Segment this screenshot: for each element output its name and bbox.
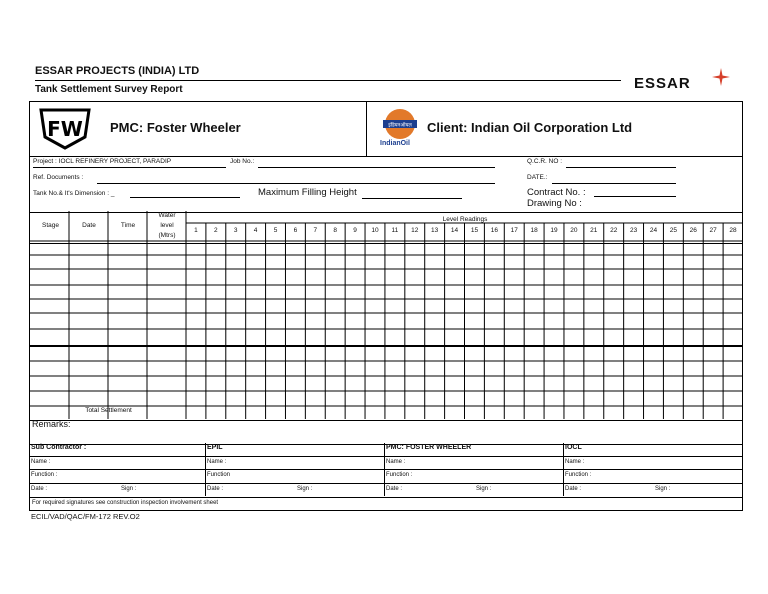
level-col-1: 1 bbox=[194, 227, 198, 234]
level-col-7: 7 bbox=[313, 227, 318, 234]
max-fill-label: Maximum Filling Height bbox=[258, 187, 357, 198]
sig-date-label: Date : bbox=[565, 486, 582, 492]
max-fill-field[interactable] bbox=[362, 198, 462, 199]
sig-title-rule bbox=[30, 456, 742, 457]
level-col-27: 27 bbox=[709, 227, 717, 234]
indianoil-emblem-icon bbox=[378, 107, 422, 141]
sig-name-label: Name : bbox=[565, 459, 585, 465]
job-no-field[interactable] bbox=[258, 167, 495, 168]
header-rule bbox=[35, 80, 621, 81]
level-col-18: 18 bbox=[530, 227, 538, 234]
tank-no-label: Tank No.& It's Dimension : _ bbox=[33, 190, 115, 197]
water-level-header-line2: level bbox=[160, 222, 174, 229]
sig-name-label: Name : bbox=[386, 459, 406, 465]
level-col-6: 6 bbox=[293, 227, 298, 234]
sig-group-title: Sub Contractor : bbox=[31, 444, 87, 451]
sig-date-rule bbox=[30, 497, 742, 498]
level-col-11: 11 bbox=[391, 227, 399, 234]
foster-wheeler-logo-icon bbox=[38, 107, 92, 151]
sig-divider bbox=[384, 443, 385, 496]
company-name: ESSAR PROJECTS (INDIA) LTD bbox=[35, 65, 200, 77]
project-underline bbox=[33, 167, 226, 168]
level-col-2: 2 bbox=[214, 227, 218, 234]
level-col-13: 13 bbox=[431, 227, 439, 234]
drawing-no-label: Drawing No : bbox=[527, 198, 582, 209]
client-label: Client: Indian Oil Corporation Ltd bbox=[427, 120, 633, 135]
level-col-16: 16 bbox=[490, 227, 498, 234]
level-col-20: 20 bbox=[570, 227, 578, 234]
level-readings-header: Level Readings bbox=[442, 216, 488, 223]
level-col-9: 9 bbox=[353, 227, 357, 234]
sig-sign-label: Sign : bbox=[297, 486, 313, 492]
document-code: ECIL/VAD/QAC/FM-172 REV.O2 bbox=[31, 512, 140, 521]
header-divider bbox=[366, 102, 367, 156]
total-settlement-label: Total Settlement bbox=[85, 407, 132, 414]
sig-divider bbox=[563, 443, 564, 496]
essar-logo bbox=[634, 70, 734, 92]
sig-date-label: Date : bbox=[31, 486, 48, 492]
job-no-label: Job No.: bbox=[230, 158, 255, 165]
sig-group-title: IOCL bbox=[565, 444, 582, 451]
level-col-19: 19 bbox=[550, 227, 558, 234]
level-col-12: 12 bbox=[411, 227, 419, 234]
sig-sign-label: Sign : bbox=[655, 486, 671, 492]
sig-date-label: Date : bbox=[386, 486, 403, 492]
sig-group-title: EPIL bbox=[207, 444, 223, 451]
indianoil-hindi-text: इंडियनऑयल bbox=[388, 122, 412, 129]
level-col-22: 22 bbox=[610, 227, 618, 234]
level-col-14: 14 bbox=[450, 227, 459, 234]
level-col-15: 15 bbox=[470, 227, 479, 234]
contract-no-label: Contract No. : bbox=[527, 187, 586, 198]
project-label: Project : IOCL REFINERY PROJECT, PARADIP bbox=[33, 158, 172, 165]
tank-no-field[interactable] bbox=[130, 197, 240, 198]
sig-function-label: Function : bbox=[386, 472, 413, 478]
level-col-10: 10 bbox=[371, 227, 379, 234]
signature-note: For required signatures see construction inspection involvement sheet bbox=[32, 500, 219, 506]
level-col-3: 3 bbox=[233, 227, 238, 234]
sig-group-title: PMC: FOSTER WHEELER bbox=[386, 444, 472, 451]
sig-date-label: Date : bbox=[207, 486, 224, 492]
sig-name-label: Name : bbox=[207, 459, 227, 465]
water-level-header-line3: (Mtrs) bbox=[158, 232, 176, 239]
level-col-21: 21 bbox=[590, 227, 598, 234]
remarks-label: Remarks: bbox=[32, 419, 71, 429]
essar-star-icon bbox=[710, 66, 732, 88]
sig-sign-label: Sign : bbox=[476, 486, 492, 492]
date-field[interactable] bbox=[552, 183, 676, 184]
sig-function-label: Function : bbox=[565, 472, 592, 478]
sig-name-rule bbox=[30, 469, 742, 470]
sig-function-rule bbox=[30, 483, 742, 484]
date-label: DATE.: bbox=[527, 174, 548, 181]
level-col-24: 24 bbox=[649, 227, 658, 234]
readings-grid bbox=[29, 211, 743, 419]
qcr-no-field[interactable] bbox=[566, 167, 676, 168]
level-col-4: 4 bbox=[253, 227, 258, 234]
level-col-25: 25 bbox=[669, 227, 677, 234]
sig-function-label: Function : bbox=[31, 472, 58, 478]
level-col-5: 5 bbox=[273, 227, 278, 234]
indianoil-logo bbox=[378, 107, 422, 151]
level-col-8: 8 bbox=[333, 227, 337, 234]
pmc-label: PMC: Foster Wheeler bbox=[110, 120, 241, 135]
time-header: Time bbox=[120, 222, 136, 229]
stage-header: Stage bbox=[42, 222, 59, 229]
date-header: Date bbox=[82, 222, 96, 229]
ref-docs-field[interactable] bbox=[97, 183, 495, 184]
qcr-no-label: Q.C.R. NO : bbox=[527, 158, 563, 165]
contract-no-field[interactable] bbox=[594, 196, 676, 197]
level-col-28: 28 bbox=[729, 227, 737, 234]
fw-logo-text: FW bbox=[47, 117, 83, 141]
level-col-23: 23 bbox=[629, 227, 638, 234]
report-title: Tank Settlement Survey Report bbox=[35, 84, 183, 95]
sig-divider bbox=[205, 443, 206, 496]
essar-logo-text: ESSAR bbox=[634, 75, 691, 92]
table-bottom-rule bbox=[30, 420, 742, 421]
sig-sign-label: Sign : bbox=[121, 486, 137, 492]
sig-function-label: Function bbox=[207, 472, 231, 478]
header-bottom-rule bbox=[30, 156, 742, 157]
sig-name-label: Name : bbox=[31, 459, 51, 465]
indianoil-logo-text: IndianOil bbox=[380, 140, 410, 147]
water-level-header-line1: Water bbox=[158, 212, 176, 219]
ref-docs-label: Ref. Documents : bbox=[33, 174, 84, 181]
level-col-17: 17 bbox=[510, 227, 518, 234]
level-col-26: 26 bbox=[689, 227, 697, 234]
